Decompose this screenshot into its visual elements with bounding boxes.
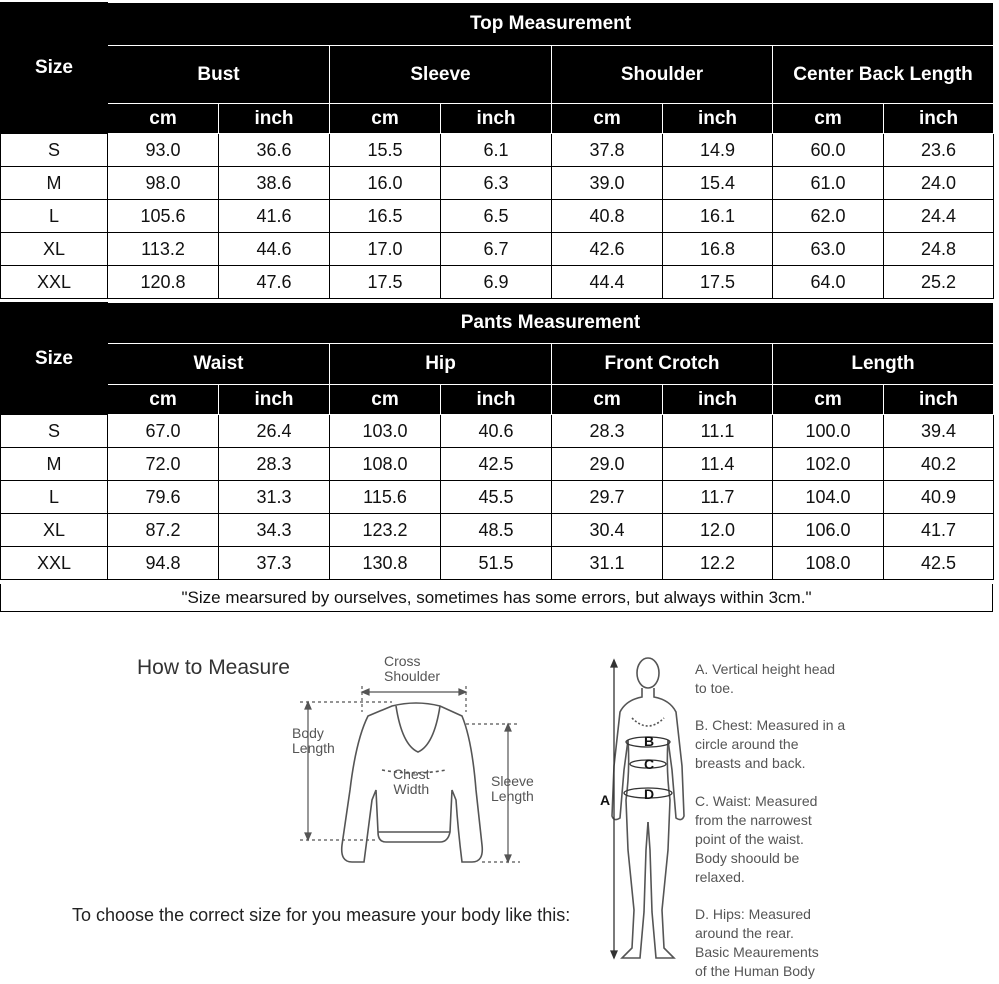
value-cell: 24.8 (884, 233, 994, 266)
label-body-length: Body Length (292, 725, 335, 756)
value-cell: 6.3 (441, 167, 552, 200)
value-cell: 29.0 (552, 448, 663, 481)
value-cell: 16.8 (663, 233, 773, 266)
unit-header: inch (219, 385, 330, 415)
group-header: Bust (108, 46, 330, 104)
value-cell: 12.0 (663, 514, 773, 547)
unit-header: cm (773, 104, 884, 134)
value-cell: 37.8 (552, 134, 663, 167)
value-cell: 30.4 (552, 514, 663, 547)
value-cell: 37.3 (219, 547, 330, 580)
value-cell: 6.7 (441, 233, 552, 266)
value-cell: 29.7 (552, 481, 663, 514)
value-cell: 25.2 (884, 266, 994, 299)
size-cell: XXL (1, 547, 108, 580)
value-cell: 24.0 (884, 167, 994, 200)
value-cell: 28.3 (219, 448, 330, 481)
value-cell: 39.0 (552, 167, 663, 200)
unit-header: cm (330, 104, 441, 134)
value-cell: 108.0 (330, 448, 441, 481)
value-cell: 48.5 (441, 514, 552, 547)
unit-header: inch (663, 104, 773, 134)
value-cell: 113.2 (108, 233, 219, 266)
value-cell: 17.5 (330, 266, 441, 299)
unit-header: inch (884, 104, 994, 134)
group-header: Hip (330, 344, 552, 385)
table-title: Top Measurement (108, 3, 994, 46)
size-cell: M (1, 167, 108, 200)
value-cell: 40.8 (552, 200, 663, 233)
unit-header: cm (108, 385, 219, 415)
value-cell: 93.0 (108, 134, 219, 167)
size-cell: M (1, 448, 108, 481)
value-cell: 31.1 (552, 547, 663, 580)
value-cell: 6.5 (441, 200, 552, 233)
size-cell: XXL (1, 266, 108, 299)
value-cell: 36.6 (219, 134, 330, 167)
value-cell: 104.0 (773, 481, 884, 514)
size-header: Size (1, 3, 108, 134)
value-cell: 100.0 (773, 415, 884, 448)
value-cell: 17.0 (330, 233, 441, 266)
value-cell: 63.0 (773, 233, 884, 266)
size-cell: S (1, 134, 108, 167)
figure-letter-a: A (600, 792, 611, 808)
value-cell: 60.0 (773, 134, 884, 167)
note-vertical-height: A. Vertical height head to toe. (695, 661, 836, 696)
value-cell: 42.5 (441, 448, 552, 481)
value-cell: 40.6 (441, 415, 552, 448)
choose-size-instruction: To choose the correct size for you measure your body like this: (72, 905, 571, 925)
value-cell: 120.8 (108, 266, 219, 299)
label-chest-width: Chest Width (393, 766, 430, 797)
value-cell: 115.6 (330, 481, 441, 514)
value-cell: 44.6 (219, 233, 330, 266)
value-cell: 44.4 (552, 266, 663, 299)
value-cell: 79.6 (108, 481, 219, 514)
value-cell: 24.4 (884, 200, 994, 233)
value-cell: 6.9 (441, 266, 552, 299)
note-hips: D. Hips: Measured around the rear. Basic Meaurements of the Human Body (695, 906, 819, 979)
value-cell: 42.6 (552, 233, 663, 266)
size-cell: L (1, 200, 108, 233)
value-cell: 64.0 (773, 266, 884, 299)
group-header: Front Crotch (552, 344, 773, 385)
value-cell: 123.2 (330, 514, 441, 547)
label-cross-shoulder: Cross Shoulder (384, 653, 441, 684)
unit-header: inch (663, 385, 773, 415)
size-cell: XL (1, 514, 108, 547)
body-figure-icon (612, 658, 684, 958)
size-cell: L (1, 481, 108, 514)
value-cell: 31.3 (219, 481, 330, 514)
label-sleeve-length: Sleeve Length (491, 773, 534, 804)
table-title: Pants Measurement (108, 303, 994, 344)
cross-shoulder-arrow-icon (362, 686, 466, 712)
value-cell: 103.0 (330, 415, 441, 448)
group-header: Shoulder (552, 46, 773, 104)
note-chest: B. Chest: Measured in a circle around the breasts and back. (695, 717, 846, 771)
group-header: Waist (108, 344, 330, 385)
value-cell: 108.0 (773, 547, 884, 580)
value-cell: 17.5 (663, 266, 773, 299)
value-cell: 39.4 (884, 415, 994, 448)
value-cell: 45.5 (441, 481, 552, 514)
unit-header: cm (552, 104, 663, 134)
value-cell: 11.4 (663, 448, 773, 481)
group-header: Center Back Length (773, 46, 994, 104)
value-cell: 130.8 (330, 547, 441, 580)
unit-header: cm (552, 385, 663, 415)
value-cell: 40.9 (884, 481, 994, 514)
value-cell: 40.2 (884, 448, 994, 481)
size-header: Size (1, 303, 108, 415)
value-cell: 105.6 (108, 200, 219, 233)
value-cell: 41.6 (219, 200, 330, 233)
value-cell: 98.0 (108, 167, 219, 200)
figure-letter-c: C (644, 756, 655, 772)
value-cell: 26.4 (219, 415, 330, 448)
value-cell: 15.4 (663, 167, 773, 200)
value-cell: 38.6 (219, 167, 330, 200)
value-cell: 87.2 (108, 514, 219, 547)
unit-header: inch (441, 385, 552, 415)
unit-header: cm (330, 385, 441, 415)
value-cell: 94.8 (108, 547, 219, 580)
value-cell: 11.7 (663, 481, 773, 514)
value-cell: 34.3 (219, 514, 330, 547)
unit-header: cm (773, 385, 884, 415)
value-cell: 16.0 (330, 167, 441, 200)
value-cell: 23.6 (884, 134, 994, 167)
value-cell: 62.0 (773, 200, 884, 233)
figure-letter-d: D (644, 786, 655, 802)
unit-header: inch (884, 385, 994, 415)
value-cell: 14.9 (663, 134, 773, 167)
unit-header: inch (219, 104, 330, 134)
unit-header: cm (108, 104, 219, 134)
size-cell: XL (1, 233, 108, 266)
figure-letter-b: B (644, 733, 655, 749)
size-cell: S (1, 415, 108, 448)
value-cell: 16.5 (330, 200, 441, 233)
value-cell: 61.0 (773, 167, 884, 200)
value-cell: 72.0 (108, 448, 219, 481)
value-cell: 15.5 (330, 134, 441, 167)
value-cell: 47.6 (219, 266, 330, 299)
value-cell: 42.5 (884, 547, 994, 580)
group-header: Length (773, 344, 994, 385)
value-cell: 12.2 (663, 547, 773, 580)
measurement-note: "Size mearsured by ourselves, sometimes has some errors, but always within 3cm." (0, 584, 993, 612)
how-to-measure-title: How to Measure (137, 656, 290, 679)
value-cell: 51.5 (441, 547, 552, 580)
value-cell: 67.0 (108, 415, 219, 448)
group-header: Sleeve (330, 46, 552, 104)
value-cell: 28.3 (552, 415, 663, 448)
note-waist: C. Waist: Measured from the narrowest point of the waist. Body shoould be relaxed. (695, 793, 818, 885)
value-cell: 16.1 (663, 200, 773, 233)
value-cell: 41.7 (884, 514, 994, 547)
value-cell: 102.0 (773, 448, 884, 481)
value-cell: 6.1 (441, 134, 552, 167)
value-cell: 11.1 (663, 415, 773, 448)
unit-header: inch (441, 104, 552, 134)
value-cell: 106.0 (773, 514, 884, 547)
